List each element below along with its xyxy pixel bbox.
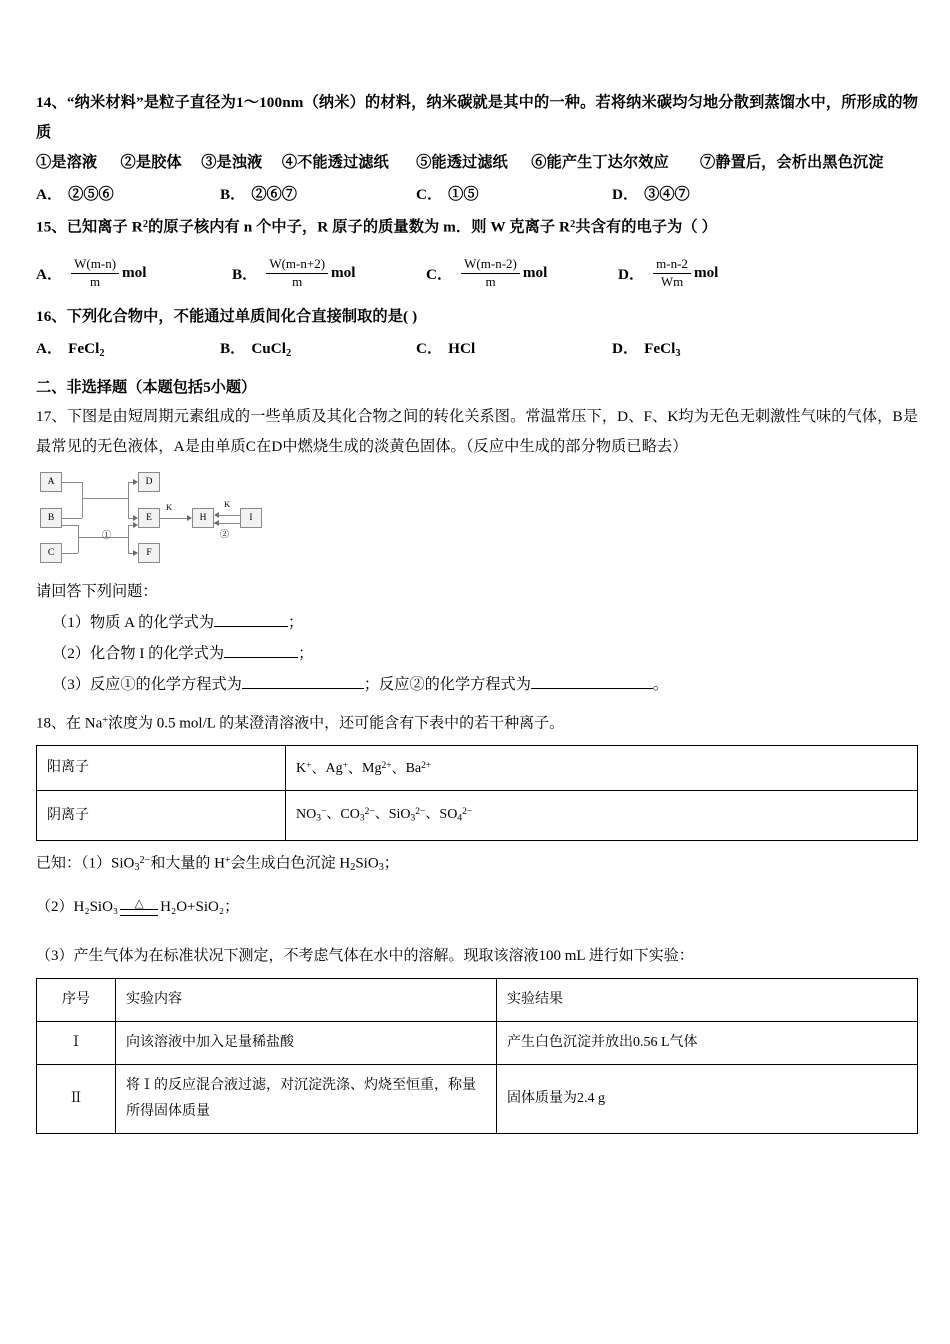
header-no: 序号 (37, 979, 116, 1022)
sub-1-tail: ； (288, 614, 304, 632)
ion-base: SO (439, 807, 458, 823)
ion-base: K (296, 761, 307, 777)
section-2-heading: 二、非选择题（本题包括5小题） (36, 379, 257, 397)
ion-sup: 2+ (421, 761, 432, 772)
option-c-label: C． (426, 265, 453, 283)
option-d[interactable] (618, 257, 798, 289)
question-15-part3: 共含有的电子为（ ） (575, 218, 717, 236)
option-d-label: D． (612, 186, 639, 203)
known-1-label: （1） (81, 855, 112, 872)
sub-3-answer-blank-1[interactable] (242, 674, 364, 689)
fraction-d (653, 257, 691, 289)
sub-1-text: 物质 A 的化学式为 (89, 614, 215, 632)
known-item-2 (36, 887, 918, 927)
option-b[interactable] (220, 334, 416, 369)
question-18-part1: 在 Na (66, 715, 103, 732)
known-1-sup2: + (224, 855, 231, 867)
question-17-sub-1 (52, 607, 918, 638)
option-d-unit: mol (693, 264, 719, 282)
page-content (36, 88, 918, 1138)
ion-item (340, 807, 375, 825)
option-d[interactable] (612, 180, 792, 210)
known-2-reactant: H₂SiO₃ (73, 899, 119, 916)
diagram-arrow-to-e-upper (133, 515, 138, 521)
fraction-c (461, 257, 520, 289)
statement-7: ⑦静置后，会析出黑色沉淀 (700, 154, 884, 171)
option-c[interactable] (426, 257, 618, 289)
ion-sup: − (321, 807, 327, 818)
diagram-reaction-mark-1: ① (102, 530, 112, 541)
ion-sup: 2− (415, 807, 426, 818)
diagram-trunk-1-spread (128, 482, 129, 518)
diagram-node-h: H (192, 508, 214, 528)
statement-4: ④不能透过滤纸 (281, 154, 389, 171)
table-row (37, 791, 918, 841)
ion-base: Mg (362, 761, 382, 777)
question-15-options (36, 250, 918, 296)
question-16-stem (36, 302, 918, 332)
question-17-sub-3 (52, 669, 918, 700)
diagram-edge-b-out (62, 518, 82, 519)
triangle-icon: △ (134, 895, 144, 910)
diagram-node-c: C (40, 543, 62, 563)
ion-sup: + (306, 761, 312, 772)
known-2-tail: ； (224, 899, 240, 916)
ion-sub: 3 (316, 814, 321, 825)
diagram-node-e: E (138, 508, 160, 528)
ion-row-anion-values: $NO_3^-$、$CO_3^{2-}$、SiO$_3^{2-}$、$SO_4^{2-}$ (286, 791, 918, 841)
option-b[interactable] (220, 180, 416, 210)
option-c[interactable] (416, 334, 612, 369)
question-17-number: 17、 (36, 408, 67, 426)
question-14-number: 14、 (36, 94, 67, 111)
option-d-label: D． (618, 265, 645, 283)
statement-1: ①是溶液 (36, 154, 98, 171)
ion-item (326, 761, 349, 776)
ion-sub: 3 (410, 814, 416, 825)
double-line-equals (120, 909, 158, 916)
question-15-stem (36, 210, 918, 242)
sub-2-tail: ； (298, 645, 314, 663)
ion-table (36, 745, 918, 842)
header-content: 实验内容 (116, 979, 497, 1022)
option-a[interactable] (36, 334, 220, 369)
sub-3-text: 反应①的化学方程式为 (89, 676, 242, 694)
ion-sup: 2+ (381, 761, 392, 772)
option-b-label: B． (220, 340, 246, 358)
diagram-trunk-2-spread (128, 525, 129, 553)
diagram-node-f: F (138, 543, 160, 563)
sub-2-text: 化合物 I 的化学式为 (89, 645, 225, 663)
diagram-arrow-h-to-i (214, 520, 219, 526)
fraction-a-numerator: W(m-n) (71, 257, 119, 274)
option-c[interactable] (416, 180, 612, 210)
fraction-b (266, 257, 328, 289)
option-d-formula: FeCl (644, 340, 676, 358)
known-2-product: H₂O+SiO₂ (160, 899, 225, 916)
ion-sub: 3 (359, 814, 365, 825)
statement-5: ⑤能透过滤纸 (416, 154, 508, 171)
row-2-result: 固体质量为2.4 g (497, 1065, 918, 1134)
question-17-stem-text: 下图是由短周期元素组成的一些单质及其化合物之间的转化关系图。常温常压下，D、F、K均为无色无刺激性气味的气体，B是最常见的无色液体，A是由单质C在D中燃烧生成的淡黄色固体。（反应中生成的部分物质已略去） (36, 408, 918, 456)
sub-1-answer-blank[interactable] (214, 612, 288, 627)
option-d-subscript: 3 (675, 348, 681, 360)
question-15-number: 15、 (36, 218, 67, 236)
question-17-stem (36, 402, 918, 462)
ion-item (439, 807, 473, 825)
known-3-text: 产生气体为在标准状况下测定，不考虑气体在水中的溶解。现取该溶液100 mL 进行如下实验： (73, 948, 694, 965)
question-14-stem (36, 88, 918, 148)
option-c-label: C． (416, 340, 443, 358)
question-15-sup2: 2 (570, 219, 576, 230)
ion-item (296, 807, 327, 825)
ion-item (362, 761, 392, 776)
option-a-label: A． (36, 340, 63, 358)
diagram-edge-a-down (82, 482, 83, 498)
option-b[interactable] (232, 257, 426, 289)
question-14-options (36, 180, 918, 210)
diagram-arrow-e-to-h (187, 515, 192, 521)
known-2-label: （2） (36, 899, 74, 916)
diagram-trunk-1 (82, 498, 128, 499)
question-14-statements (36, 148, 918, 178)
fraction-d-denominator: Wm (660, 273, 684, 289)
known-1-p2: 和大量的 H (150, 855, 225, 872)
diagram-label-k-2: K (224, 499, 231, 510)
sub-3-mid: ；反应②的化学方程式为 (363, 676, 531, 694)
sub-2-label: （2） (52, 645, 90, 663)
known-1-sub1: 3 (134, 862, 140, 874)
table-row (37, 1022, 918, 1065)
known-1-p3: 会生成白色沉淀 H (230, 855, 351, 872)
fraction-b-denominator: m (292, 273, 303, 289)
ion-sub: 4 (457, 814, 463, 825)
sub-1-label: （1） (52, 614, 90, 632)
statement-6: ⑥能产生丁达尔效应 (531, 154, 669, 171)
ion-sup: + (342, 761, 348, 772)
known-1-sub3: 3 (378, 862, 384, 874)
diagram-node-a: A (40, 472, 62, 492)
diagram-node-i: I (240, 508, 262, 528)
diagram-reaction-mark-2: ② (220, 529, 230, 540)
question-15-part2: 的原子核内有 n 个中子，R 原子的质量数为 m．则 W 克离子 R (148, 218, 571, 236)
option-a-subscript: 2 (99, 348, 105, 360)
diagram-label-k-1: K (166, 502, 173, 513)
question-18-stem (36, 706, 918, 738)
diagram-edge-i-to-h (218, 515, 240, 516)
statement-2: ②是胶体 (120, 154, 182, 171)
diagram-edge-b-down-2 (78, 525, 79, 537)
statement-3: ③是浊液 (201, 154, 263, 171)
table-row (37, 1065, 918, 1134)
ion-sup: 2− (364, 807, 375, 818)
diagram-arrow-to-e-lower (133, 522, 138, 528)
ion-item (296, 761, 312, 776)
option-d-text: ③④⑦ (644, 186, 690, 203)
diagram-arrow-to-d (133, 479, 138, 485)
transformation-diagram (40, 470, 270, 566)
question-16-stem-text: 下列化合物中，不能通过单质间化合直接制取的是( ) (66, 308, 418, 326)
question-16-number: 16、 (36, 308, 67, 326)
option-c-label: C． (416, 186, 443, 203)
question-16-options (36, 334, 918, 369)
fraction-c-numerator: W(m-n-2) (461, 257, 520, 274)
diagram-node-b: B (40, 508, 62, 528)
fraction-a-denominator: m (90, 273, 101, 289)
row-1-content: 向该溶液中加入足量稀盐酸 (116, 1022, 497, 1065)
option-d-label: D． (612, 340, 639, 358)
option-c-formula: HCl (448, 340, 476, 358)
diagram-edge-c-up (78, 537, 79, 553)
sub-3-tail: 。 (652, 676, 669, 694)
question-18-number: 18、 (36, 715, 67, 732)
experiment-table (36, 978, 918, 1134)
option-a-formula: FeCl (68, 340, 100, 358)
question-15-part1: 已知离子 R (66, 218, 143, 236)
diagram-edge-a-out (62, 482, 82, 483)
ion-base: NO (296, 807, 317, 823)
question-18-part2: 浓度为 0.5 mol/L 的某澄清溶液中，还可能含有下表中的若干种离子。 (108, 715, 565, 732)
known-1-sup1: 2− (139, 855, 151, 867)
ion-item (388, 807, 426, 825)
option-a-text: ②⑤⑥ (68, 186, 114, 203)
option-c-unit: mol (522, 264, 548, 282)
known-1-p1: SiO (111, 855, 135, 872)
diagram-node-d: D (138, 472, 160, 492)
row-2-content: 将Ⅰ的反应混合液过滤，对沉淀洗涤、灼烧至恒重，称量所得固体质量 (116, 1065, 497, 1134)
known-3-label: （3） (36, 948, 74, 965)
option-b-formula: CuCl (251, 340, 286, 358)
option-b-label: B． (232, 265, 258, 283)
fraction-c-denominator: m (485, 273, 496, 289)
heat-reaction-arrow (119, 895, 159, 916)
fraction-a (71, 257, 119, 289)
table-header-row (37, 979, 918, 1022)
question-18-sup1: + (102, 715, 109, 727)
question-14-stem-text: “纳米材料”是粒子直径为1～100nm（纳米）的材料，纳米碳就是其中的一种。若将纳米碳均匀地分散到蒸馏水中，所形成的物质 (36, 94, 918, 141)
option-a-label: A． (36, 265, 63, 283)
known-1-p4: SiO (355, 855, 379, 872)
diagram-edge-c-out (62, 553, 78, 554)
known-1-sub2: 2 (350, 862, 356, 874)
ion-base: Ag (325, 761, 343, 777)
ion-sup: 2− (462, 807, 473, 818)
question-17-prompt: 请回答下列问题： (36, 583, 158, 601)
known-1-p5: ； (383, 855, 399, 872)
ion-base: CO (340, 807, 360, 823)
known-prefix: 已知： (36, 855, 82, 872)
option-b-subscript: 2 (285, 348, 292, 360)
question-15-sup1: 2 (142, 219, 149, 230)
diagram-edge-b-out-2 (62, 525, 78, 526)
header-result: 实验结果 (497, 979, 918, 1022)
ion-row-cation-values: K+、Ag+、$Mg^{2+}$、$Ba^{2+}$ (286, 745, 918, 791)
ion-base: SiO (388, 807, 411, 823)
option-d[interactable] (612, 334, 792, 369)
ion-row-anion-label: 阴离子 (37, 791, 286, 841)
option-a[interactable] (36, 180, 220, 210)
diagram-arrow-to-f (133, 550, 138, 556)
fraction-b-numerator: W(m-n+2) (266, 257, 328, 274)
option-b-text: ②⑥⑦ (251, 186, 297, 203)
sub-3-label: （3） (52, 676, 90, 694)
option-a[interactable] (36, 257, 232, 289)
option-b-unit: mol (331, 264, 356, 282)
option-a-label: A． (36, 186, 63, 203)
ion-item (406, 761, 432, 776)
row-2-no: Ⅱ (37, 1065, 116, 1134)
ion-base: Ba (405, 761, 422, 777)
row-1-no: Ⅰ (37, 1022, 116, 1065)
known-item-1 (36, 845, 918, 883)
fraction-d-numerator: m-n-2 (653, 257, 691, 274)
ion-row-cation-label: 阳离子 (37, 745, 286, 791)
diagram-edge-e-to-h (160, 518, 188, 519)
row-1-result: 产生白色沉淀并放出0.56 L气体 (497, 1022, 918, 1065)
option-a-unit: mol (122, 264, 147, 282)
sub-2-answer-blank[interactable] (224, 643, 298, 658)
sub-3-answer-blank-2[interactable] (531, 674, 653, 689)
diagram-edge-b-up (82, 498, 83, 518)
option-c-text: ①⑤ (448, 186, 479, 203)
table-row (37, 745, 918, 791)
diagram-arrow-i-to-h (214, 512, 219, 518)
known-item-3 (36, 941, 918, 972)
option-b-label: B． (220, 186, 246, 203)
question-17-sub-2 (52, 638, 918, 669)
